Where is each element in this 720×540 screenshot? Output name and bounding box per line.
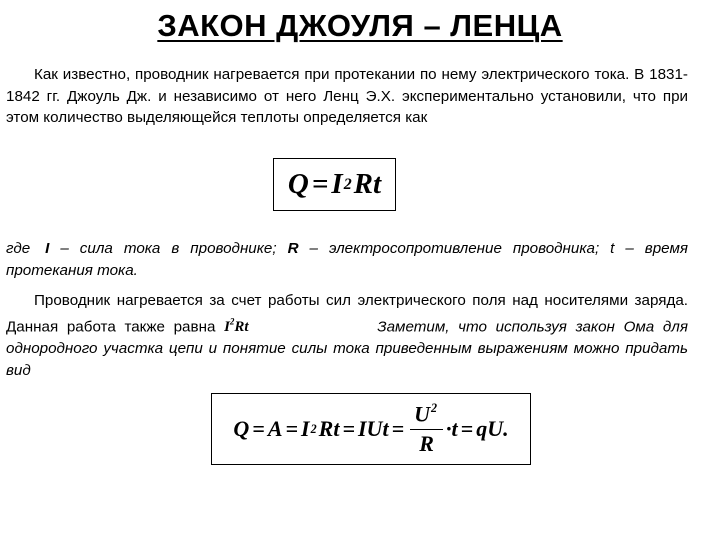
f2-mid: ·t	[446, 416, 458, 441]
f2-num-pow: 2	[431, 401, 438, 416]
where-i-symbol: I	[45, 240, 50, 257]
f2-end: .	[503, 416, 509, 441]
work-paragraph	[6, 290, 688, 381]
f2-i: I	[301, 416, 310, 441]
intro-paragraph	[6, 64, 688, 129]
inline-formula	[224, 316, 249, 335]
f2-eq1: =	[252, 416, 265, 441]
intro-text: Как известно, проводник нагревается при протекании по нему электрического тока. В 1831-1842 гг. Джоуль Дж. и независимо от него Ленц Э.Х. экспериментально установили, что при этом количество выделяющейся теплоты определяется как	[6, 66, 688, 126]
formula-expanded	[211, 393, 531, 465]
where-paragraph	[6, 238, 688, 281]
inline-rest: Rt	[234, 318, 249, 335]
f2-pow: 2	[310, 421, 317, 436]
inline-i: I	[224, 318, 230, 335]
f2-eq5: =	[460, 416, 474, 441]
f2-eq3: =	[342, 416, 355, 441]
f2-rt: Rt	[318, 416, 340, 441]
f2-eq4: =	[391, 416, 405, 441]
f2-qu: qU	[476, 416, 504, 441]
f2-iut: IUt	[358, 416, 389, 441]
f2-q: Q	[233, 416, 250, 441]
formula1-rest: Rt	[353, 168, 382, 200]
f2-fraction	[410, 401, 443, 457]
where-start: где	[6, 240, 42, 257]
formula1-lhs: Q	[287, 168, 309, 200]
where-i-desc: – сила тока в проводнике;	[60, 240, 288, 257]
formula1-i: I	[331, 168, 343, 200]
work-text1: Проводник нагревается за счет работы сил электрического поля над носителями заряда. Данная работа также равна	[6, 292, 688, 335]
f2-numerator	[410, 401, 443, 430]
formula-joule-lenz	[273, 158, 396, 211]
inline-pow: 2	[229, 316, 235, 327]
formula1-pow: 2	[343, 175, 352, 193]
formula1-eq: =	[311, 168, 329, 200]
where-rest: – электросопротивление проводника; t – время протекания тока.	[6, 240, 688, 279]
f2-a: A	[267, 416, 283, 441]
f2-eq2: =	[285, 416, 299, 441]
f2-denominator: R	[419, 430, 434, 456]
f2-num: U	[414, 401, 430, 427]
where-r-symbol: R	[287, 240, 299, 257]
page-title: ЗАКОН ДЖОУЛЯ – ЛЕНЦА	[157, 8, 563, 43]
work-text2: Заметим, что используя закон Ома для однородного участка цепи и понятие силы тока приведенным выражениям можно придать вид	[6, 317, 688, 379]
